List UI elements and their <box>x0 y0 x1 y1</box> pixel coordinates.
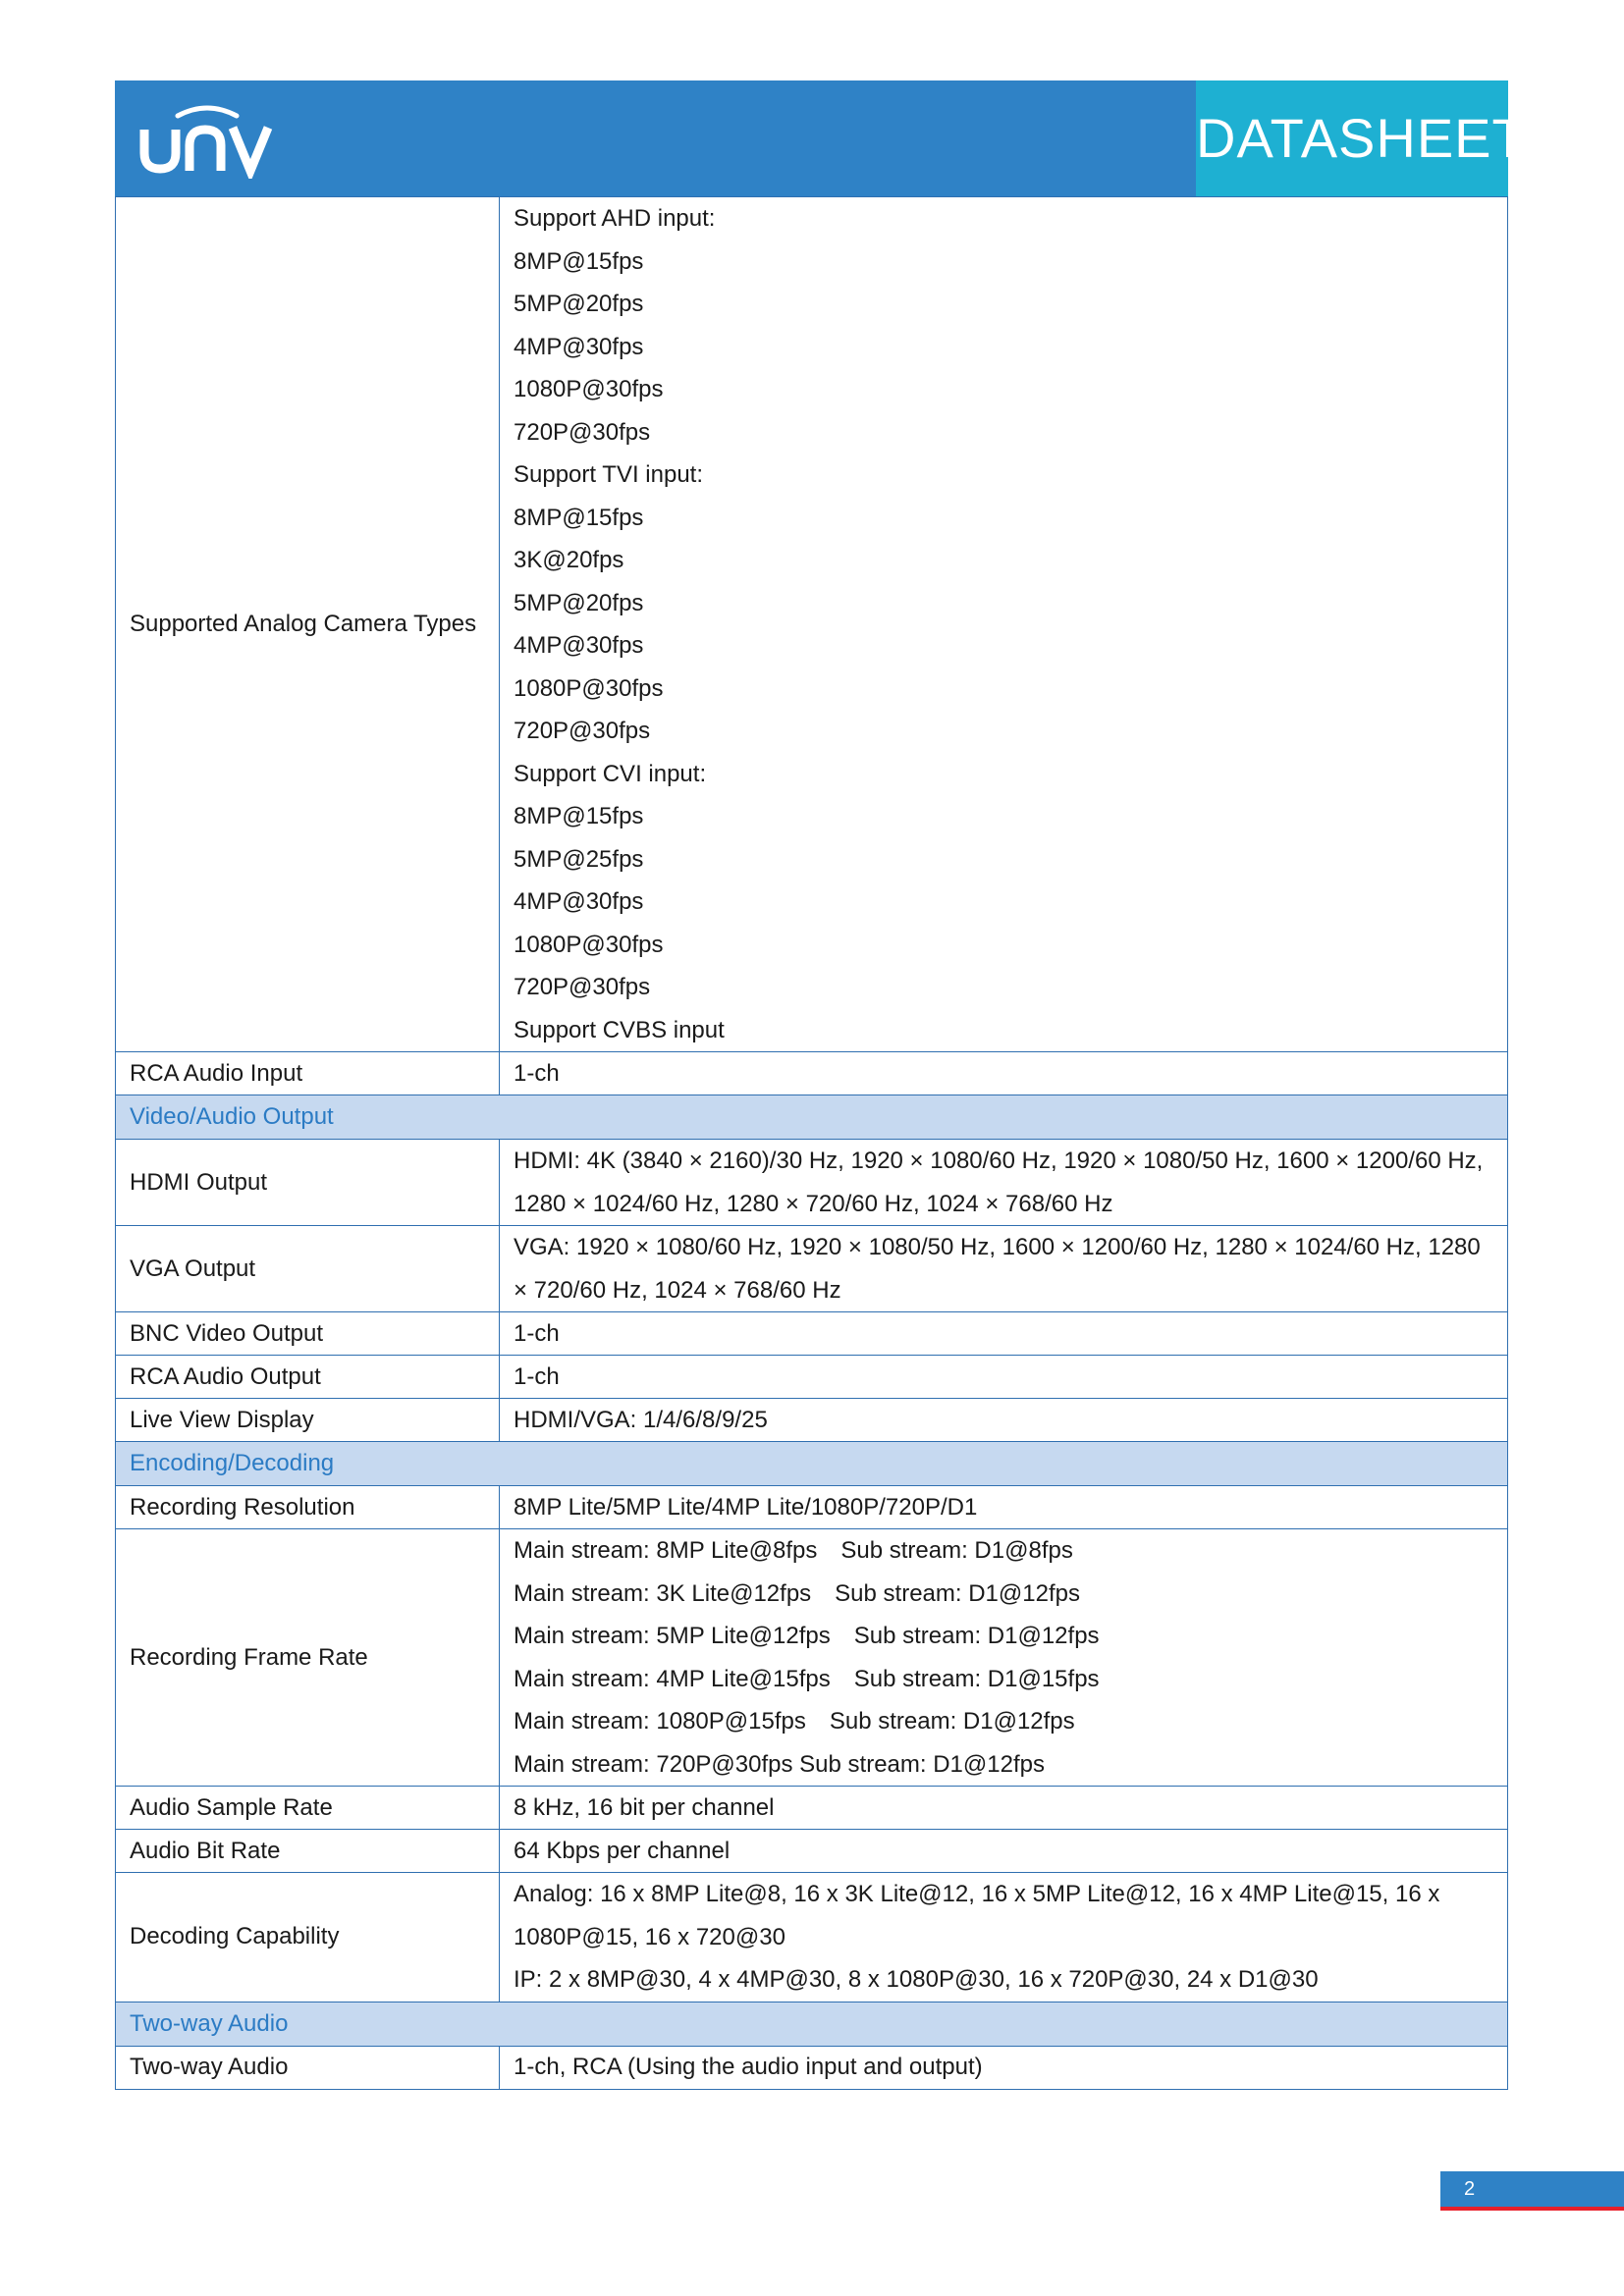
list-item: 5MP@20fps <box>514 589 644 616</box>
page-number: 2 <box>1440 2171 1624 2207</box>
main-stream: Main stream: 5MP Lite@12fps <box>514 1623 831 1649</box>
list-item: 720P@30fps <box>514 418 651 446</box>
list-item: 8MP@15fps <box>514 504 644 531</box>
table-row <box>116 197 1508 1052</box>
list-item: 1080P@30fps <box>514 376 664 402</box>
sub-stream: Sub stream: D1@8fps <box>840 1537 1073 1564</box>
list-item <box>514 1615 1493 1658</box>
page-header <box>115 80 1527 196</box>
table-row <box>116 1830 1508 1873</box>
list-item: 5MP@20fps <box>514 291 644 317</box>
main-stream: Main stream: 720P@30fps Sub stream: D1@12fps <box>514 1750 1045 1778</box>
list-item: 720P@30fps <box>514 718 651 744</box>
list-item: Support TVI input: <box>514 461 704 488</box>
decoding-value <box>500 1873 1508 2002</box>
section-header <box>116 1442 1508 1486</box>
list-item: Support CVI input: <box>514 760 707 787</box>
list-item <box>514 1743 1493 1787</box>
row-label: Audio Bit Rate <box>116 1830 500 1873</box>
row-label: BNC Video Output <box>116 1312 500 1356</box>
table-row <box>116 1873 1508 2002</box>
row-label: Audio Sample Rate <box>116 1787 500 1830</box>
table-row <box>116 1529 1508 1787</box>
table-row <box>116 1356 1508 1399</box>
row-value: HDMI: 4K (3840 × 2160)/30 Hz, 1920 × 1080/60 Hz, 1920 × 1080/50 Hz, 1600 × 1200/60 Hz, 1280 × 1024/60 Hz, 1280 × 720/60 Hz, 1024 × 768/60 Hz <box>500 1140 1508 1226</box>
table-row <box>116 1140 1508 1226</box>
row-value: 1-ch <box>500 1312 1508 1356</box>
row-label: RCA Audio Output <box>116 1356 500 1399</box>
spec-table <box>115 196 1508 2090</box>
list-item <box>514 1700 1493 1743</box>
sub-stream: Sub stream: D1@12fps <box>853 1623 1100 1649</box>
datasheet-badge: DATASHEET <box>1196 80 1508 196</box>
list-item: 4MP@30fps <box>514 632 644 659</box>
table-row <box>116 1052 1508 1095</box>
row-label: RCA Audio Input <box>116 1052 500 1095</box>
list-item: 4MP@30fps <box>514 333 644 360</box>
decoding-analog: Analog: 16 x 8MP Lite@8, 16 x 3K Lite@12, 16 x 5MP Lite@12, 16 x 4MP Lite@15, 16 x 1080P@15, 16 x 720@30 <box>514 1881 1440 1950</box>
sub-stream: Sub stream: D1@15fps <box>853 1665 1100 1692</box>
unv-logo <box>138 102 276 179</box>
row-label: VGA Output <box>116 1226 500 1312</box>
list-item: 8MP@15fps <box>514 247 644 275</box>
section-title: Video/Audio Output <box>116 1095 1508 1140</box>
section-header <box>116 2002 1508 2046</box>
row-value: HDMI/VGA: 1/4/6/8/9/25 <box>500 1399 1508 1442</box>
section-title: Two-way Audio <box>116 2002 1508 2046</box>
list-item <box>514 1573 1493 1616</box>
table-row <box>116 1486 1508 1529</box>
list-item: 8MP@15fps <box>514 803 644 829</box>
list-item: Support AHD input: <box>514 205 716 232</box>
row-label: Decoding Capability <box>116 1873 500 2002</box>
table-row <box>116 1787 1508 1830</box>
main-stream: Main stream: 8MP Lite@8fps <box>514 1537 818 1564</box>
table-row <box>116 1226 1508 1312</box>
row-value: 1-ch, RCA (Using the audio input and output) <box>500 2046 1508 2089</box>
sub-stream: Sub stream: D1@12fps <box>835 1579 1080 1607</box>
main-stream: Main stream: 4MP Lite@15fps <box>514 1665 831 1692</box>
list-item: 4MP@30fps <box>514 888 644 915</box>
row-value: 8MP Lite/5MP Lite/4MP Lite/1080P/720P/D1 <box>500 1486 1508 1529</box>
row-value: VGA: 1920 × 1080/60 Hz, 1920 × 1080/50 Hz, 1600 × 1200/60 Hz, 1280 × 1024/60 Hz, 1280 × 720/60 Hz, 1024 × 768/60 Hz <box>500 1226 1508 1312</box>
page-accent-bar <box>1440 2207 1624 2211</box>
row-label: HDMI Output <box>116 1140 500 1226</box>
list-item: Support CVBS input <box>514 1016 725 1043</box>
decoding-ip: IP: 2 x 8MP@30, 4 x 4MP@30, 8 x 1080P@30, 16 x 720P@30, 24 x D1@30 <box>514 1966 1319 1993</box>
row-value: 8 kHz, 16 bit per channel <box>500 1787 1508 1830</box>
list-item: 1080P@30fps <box>514 674 664 702</box>
table-row <box>116 1312 1508 1356</box>
list-item: 3K@20fps <box>514 547 624 573</box>
list-item: 720P@30fps <box>514 974 651 1000</box>
row-value: 1-ch <box>500 1052 1508 1095</box>
row-value: 1-ch <box>500 1356 1508 1399</box>
section-title: Encoding/Decoding <box>116 1442 1508 1486</box>
list-item: 1080P@30fps <box>514 931 664 958</box>
list-item <box>514 1658 1493 1701</box>
row-label: Supported Analog Camera Types <box>116 197 500 1052</box>
table-row <box>116 2046 1508 2089</box>
row-label: Recording Resolution <box>116 1486 500 1529</box>
list-item: 5MP@25fps <box>514 845 644 873</box>
section-header <box>116 1095 1508 1140</box>
row-label: Live View Display <box>116 1399 500 1442</box>
list-item <box>514 1529 1493 1573</box>
analog-camera-list <box>500 197 1508 1052</box>
row-value: 64 Kbps per channel <box>500 1830 1508 1873</box>
row-label: Two-way Audio <box>116 2046 500 2089</box>
frame-rate-list <box>500 1529 1508 1787</box>
table-row <box>116 1399 1508 1442</box>
row-label: Recording Frame Rate <box>116 1529 500 1787</box>
main-stream: Main stream: 1080P@15fps <box>514 1708 806 1735</box>
sub-stream: Sub stream: D1@12fps <box>829 1708 1075 1735</box>
main-stream: Main stream: 3K Lite@12fps <box>514 1579 812 1607</box>
